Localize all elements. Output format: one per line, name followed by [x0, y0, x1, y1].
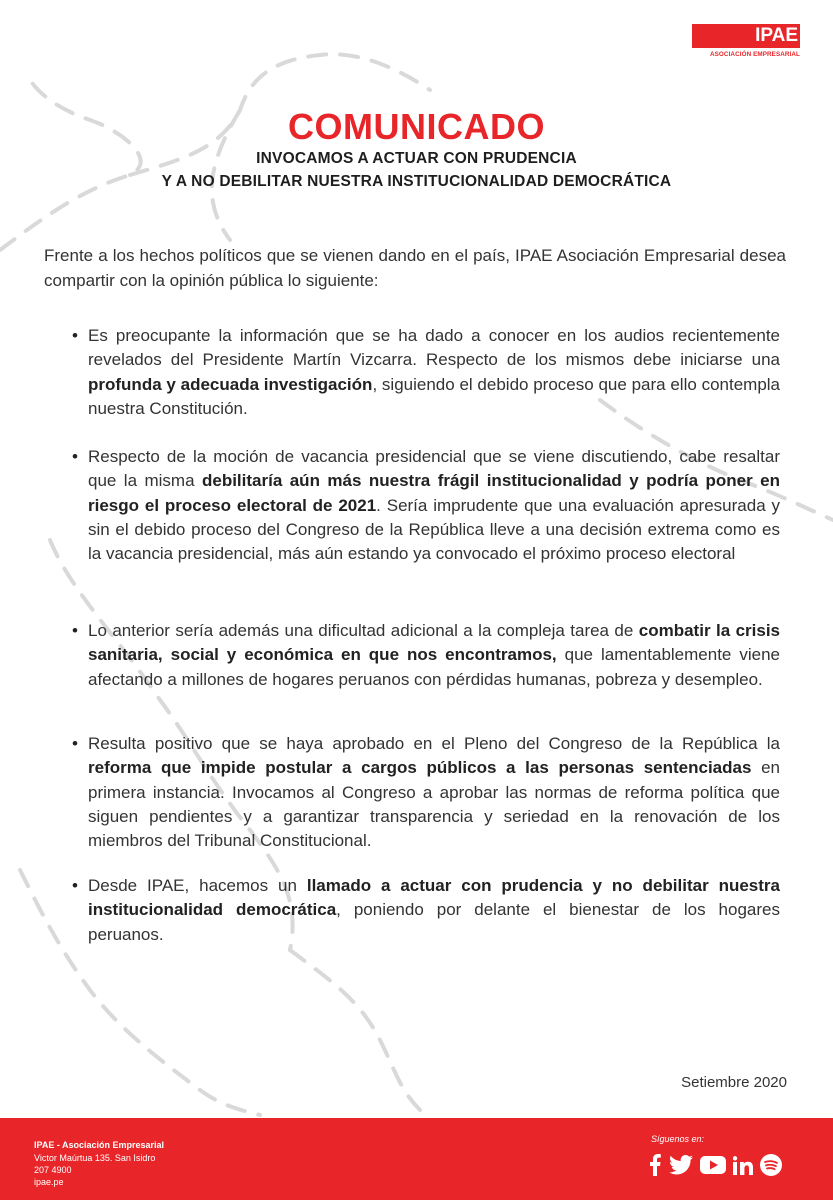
logo-subtitle: ASOCIACIÓN EMPRESARIAL	[709, 51, 800, 58]
list-item: • Resulta positivo que se haya aprobado en el Pleno del Congreso de la República la reforma que impide postular a cargos públicos a las personas sentenciadas en primera instancia. Invocamos al Congreso a aprobar las normas de reforma política que siguen pendientes y a garantizar transparencia y seriedad en la renovación de los miembros del Tribunal Constitucional.	[72, 734, 781, 851]
subtitle-line-2: Y A NO DEBILITAR NUESTRA INSTITUCIONALIDAD DEMOCRÁTICA	[161, 173, 672, 190]
facebook-icon[interactable]	[648, 1154, 662, 1181]
footer-org-name: IPAE - Asociación Empresarial	[34, 1140, 165, 1150]
follow-label: Síguenos en:	[651, 1134, 705, 1144]
linkedin-icon[interactable]	[733, 1156, 753, 1180]
footer-phone: 207 4900	[34, 1165, 72, 1175]
footer-address: Victor Maúrtua 135. San Isidro	[34, 1153, 156, 1163]
footer	[0, 1118, 833, 1200]
spotify-icon[interactable]	[760, 1154, 782, 1181]
bullet-icon: •	[72, 326, 78, 345]
logo-text: IPAE	[755, 25, 798, 46]
bullet-icon: •	[72, 447, 78, 466]
list-item: • Desde IPAE, hacemos un llamado a actuar con prudencia y no debilitar nuestra institucionalidad democrática, poniendo por delante el bienestar de los hogares peruanos.	[72, 876, 780, 944]
list-item: • Es preocupante la información que se ha dado a conocer en los audios recientemente revelados del Presidente Martín Vizcarra. Respecto de los mismos debe iniciarse una profunda y adecuada investigación, siguiendo el debido proceso que para ello contempla nuestra Constitución.	[72, 326, 781, 418]
intro-paragraph: Frente a los hechos políticos que se vienen dando en el país, IPAE Asociación Empresarial desea compartir con la opinión pública lo siguiente:	[44, 246, 786, 290]
ipae-logo	[692, 24, 800, 58]
youtube-icon[interactable]	[700, 1156, 726, 1179]
bullet-icon: •	[72, 876, 78, 895]
footer-website[interactable]: ipae.pe	[34, 1177, 64, 1187]
list-item: • Respecto de la moción de vacancia presidencial que se viene discutiendo, cabe resaltar que la misma debilitaría aún más nuestra frágil institucionalidad y podría poner en riesgo el proceso electoral de 2021. Sería imprudente que una evaluación apresurada y sin el debido proceso del Congreso de la República lleve a una decisión extrema como es la vacancia presidencial, más aún estando ya convocado el próximo proceso electoral	[72, 447, 781, 564]
page-title: COMUNICADO	[288, 106, 545, 147]
social-links	[648, 1154, 782, 1181]
document-date: Setiembre 2020	[681, 1074, 787, 1091]
subtitle-line-1: INVOCAMOS A ACTUAR CON PRUDENCIA	[256, 150, 577, 167]
bullet-icon: •	[72, 734, 78, 753]
list-item: • Lo anterior sería además una dificultad adicional a la compleja tarea de combatir la crisis sanitaria, social y económica en que nos encontramos, que lamentablemente viene afectando a millones de hogares peruanos con pérdidas humanas, pobreza y desempleo.	[72, 621, 780, 689]
bullet-icon: •	[72, 621, 78, 640]
twitter-icon[interactable]	[669, 1155, 693, 1180]
